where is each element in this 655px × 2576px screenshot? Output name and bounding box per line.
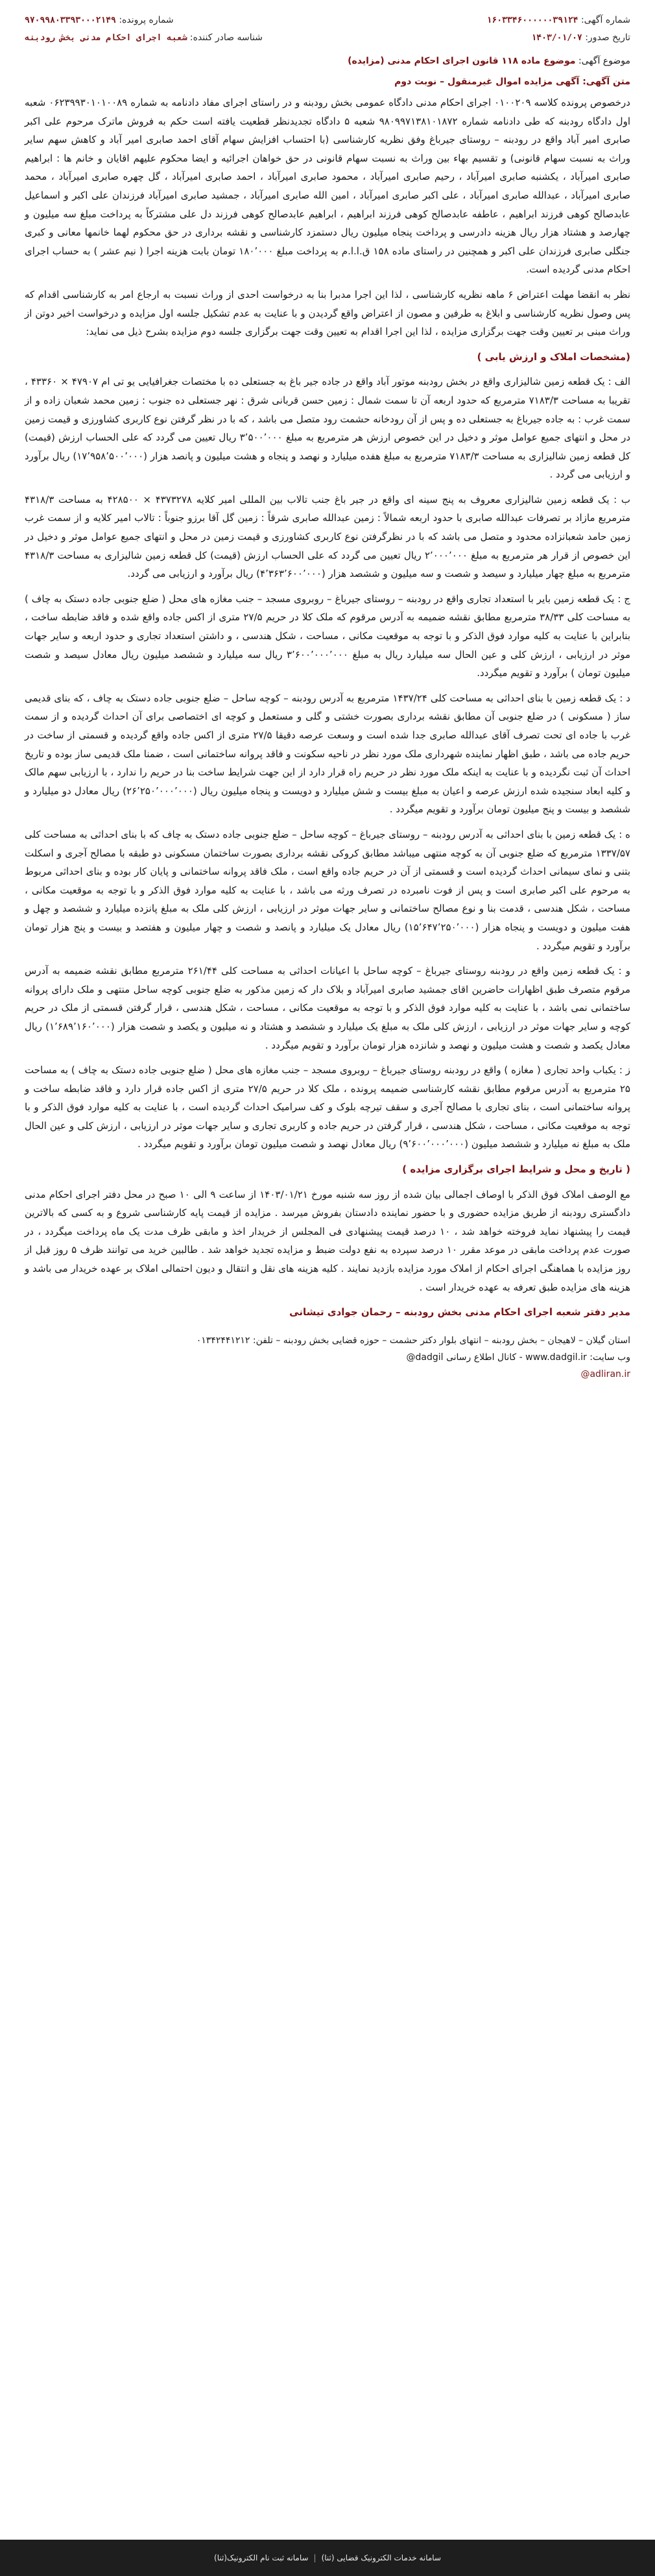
property-alef: الف : یک قطعه زمین شالیزاری واقع در بخش رودبنه موتور آباد واقع در جاده جیر باغ به جستعلی ده با مختصات جغرافیایی یو تی ام ۴۷۹۰۷ × ۴۳۳۶۰ ، تقریبا به مساحت ۷۱۸۳/۳ مترمربع که حدود اربعه آن تا سمت شمال : زمین حسن قربانی شرق : نهر جستعلی ده جنوب : زمین محمد شعبان زاده و از سمت غرب : به جاده جیرباغ به جستعلی ده و پس از آن رودخانه حشمت رود متصل می باشد ، که با در نظر گرفتن نوع کاربری کشاورزی و قیمت زمین در محل و انتهای جمیع عوامل موثر و دخیل در این خصوص ارزش هر مترمربع به مبلغ ۳٬۵۰۰٬۰۰۰ ریال تعیین می گردد که علی الحساب ارزش (قیمت) کل قطعه زمین شالیزاری به مساحت ۷۱۸۳/۳ مترمربع به مبلغ هفده میلیارد و نهصد و پنجاه و هشت میلیون و پانصد هزار (۱۷٬۹۵۸٬۵۰۰٬۰۰۰) ریال برآورد و ارزیابی می گردد .: [25, 376, 631, 481]
paragraph-intro: درخصوص پرونده کلاسه ۰۱۰۰۲۰۹ اجرای احکام مدنی دادگاه عمومی بخش رودبنه و در راستای اجرای مفاد دادنامه به شماره ۰۶۲۳۹۹۳۰۱۰۱۰۰۸۹ شعبه اول دادگاه رودبنه که طی دادنامه شماره ۹۸۰۹۹۷۱۳۸۱۰۱۸۷۲ شعبه ۵ دادگاه تجدیدنظر قطعیت یافته است حکم به فروش ماترک مرحوم علی اکبر صابری امیر آباد واقع در رودبنه – روستای جیرباغ وفق نظریه کارشناسی (با احتساب افزایش سهام آقای احمد صابری امیر آباد و کاهش سهم سایر وراث به نسبت سهام قانونی) و تقسیم بهاء بین وراث به نسبت سهام قانونی در حق خواهان اجرائیه و ایضا محکوم علیهم اقایان و خانم ها : ابراهیم صابری امیرآباد ، یکشنبه صابری امیرآباد ، رحیم صابری امیرآباد ، محمود صابری امیرآباد ، احمد صابری امیرآباد ، گل چهره صابری امیرآباد ، محمد صابری امیرآباد ، عبدالله صابری امیرآباد ، علی اکبر صابری امیرآباد ، امین الله صابری امیرآباد ، جمشید صابری امیرآباد فرزندان علی اکبر و اسماعیل عابدصالح کوهی فرزند ابراهیم ، عاطفه عابدصالح کوهی فرزند ابراهیم ، ابراهیم عابدصالح کوهی فرزند دل علی مشترکاً به پرداخت مبلغ سه میلیون و چهارصد و هشتاد هزار ریال هزینه دادرسی و پرداخت پنجاه میلیون ریال دستمزد کارشناسی و نقشه برداری در حق محکوم لهما خانمها معانی و کبری جنگلی صابری فرزندان علی اکبر و همچنین در راستای ماده ۱۵۸ ق.ا.ا.م به پرداخت مبلغ ۱۸۰٬۰۰۰ تومان بابت هزینه اجرا ( نیم عشر ) به حساب اجرای احکام مدنی گردیده است.: [25, 97, 631, 276]
bottom-bar-left: سامانه خدمات الکترونیک قضایی (ثنا): [321, 2553, 441, 2562]
property-jim: ج : یک قطعه زمین بایر با استعداد تجاری واقع در رودبنه – روستای جیرباغ – روبروی مسجد – جنب مغازه های محل ( ضلع جنوبی جاده دستک به چاف ) به مساحت کلی ۳۸/۳۳ مترمربع مطابق نقشه ضمیمه به آدرس مرقوم که ملک کلا در حریم ۲۷/۵ متری از اکس جاده واقع شده و فاقد ضابطه ساخت ، بنابراین با عنایت به کلیه موارد فوق الذکر و با توجه به موقعیت مکانی ، مساحت ، شکل هندسی ، و داشتن استعداد تجاری و حدود اربعه و سایر جهات موثر در ارزیابی ، ارزش کلی و عین الحال سه میلیارد ریال به مبلغ ۳٬۶۰۰٬۰۰۰٬۰۰۰ ریال سه میلیارد و ششصد میلیون ریال معادل سیصد و شصت میلیون تومان ) برآورد و تقویم میگردد.: [25, 592, 630, 679]
property-vav: و : یک قطعه زمین واقع در رودبنه روستای جیرباغ – کوچه ساحل با اعیانات احداثی به مساحت کلی ۲۶۱/۴۴ مترمربع مطابق نقشه ضمیمه به آدرس مرقوم متصرف طبق اظهارات حاضرین اقای جمشید صابری امیرآباد و بلاک دار که زمین مذکور به ضلع جنوبی کوچه ساحل منتهی و ملک دارای پروانه ساختمانی نمی باشد ، با عنایت به کلیه موارد فوق الذکر و با توجه به موقعیت مکانی ، مساحت ، شکل هندسی ، قرار گرفتن قسمتی از ملک در حریم کوچه و سایر جهات موثر در ارزیابی ، ارزش کلی ملک به مبلغ یک میلیارد و ششصد و هشتاد و نه میلیون و یکصد و شصت هزار (۱٬۶۸۹٬۱۶۰٬۰۰۰) ریال معادل یکصد و شصت و هشت میلیون و نهصد و شانزده هزار تومان برآورد و تقویم میگردد .: [25, 965, 630, 1051]
issuer: شناسه صادر کننده: شعبه اجرای احکام مدنی بخش رودبنه: [25, 32, 263, 43]
subject: موضوع آگهی: موضوع ماده ۱۱۸ قانون اجرای احکام مدنی (مزایده): [348, 56, 630, 66]
body-title: متن آگهی: آگهی مزایده اموال غیرمنقول – نوبت دوم: [394, 77, 630, 87]
paragraph-objection: نظر به انقضا مهلت اعتراض ۶ ماهه نظریه کارشناسی ، لذا این اجرا مدبرا بنا به درخواست احدی از وراث نسبت به ارجاع امر به کارشناسی اقدام که پس وصول نظریه کارشناسی و ابلاغ به طرفین و مصون از اعتراض واقع گردیدن و با عنایت به عدم تشکیل جلسه اول مزایده و درخواست اخیر دوتن از وراث مبنی بر تعیین وقت جهت برگزاری مزایده ، لذا این اجرا اقدام به تعیین وقت جهت برگزاری جلسه دوم مزایده بشرح ذیل می نماید:: [25, 288, 630, 338]
contact-address: استان گیلان – لاهیجان – بخش رودبنه – انتهای بلوار دکتر حشمت – حوزه قضایی بخش رودبنه – تلفن: ۰۱۳۴۲۴۴۱۲۱۲: [196, 1335, 630, 1346]
contact-web: وب سایت: www.dadgil.ir - کانال اطلاع رسانی dadgil@: [406, 1352, 630, 1363]
contact-block: [25, 1332, 630, 1383]
meta-row-2: [25, 29, 630, 47]
auction-terms: مع الوصف املاک فوق الذکر با اوصاف اجمالی بیان شده از روز سه شنبه مورخ ۱۴۰۳/۰۱/۲۱ از ساعت ۹ الی ۱۰ صبح در محل دفتر اجرای احکام مدنی دادگستری رودبنه از طریق مزایده حضوری و با حضور نماینده دادستان بفروش میرسد . مزایده از قیمت پایه کارشناسی شروع و به کسی که بالاترین قیمت را پیشنهاد نماید فروخته خواهد شد ، ۱۰ درصد قیمت پیشنهادی فی المجلس از خریدار اخذ و مابقی ظرف مدت یک ماه پرداخت میگردد ، در صورت عدم پرداخت مابقی در موعد مقرر ۱۰ درصد سپرده به نفع دولت ضبط و مزایده تجدید خواهد شد . طالبین خرید می توانند ظرف ۵ روز قبل از روز مزایده با هماهنگی اجرای احکام از املاک مورد مزایده بازدید نمایند . کلیه هزینه های نقل و انتقال و دیون احتمالی املاک بر عهده خریدار می باشد و هزینه های مزایده طبق تعرفه به عهده خریدار است .: [25, 1188, 630, 1293]
issue-date: تاریخ صدور: ۱۴۰۳/۰۱/۰۷: [531, 32, 630, 43]
letter-number: شماره پرونده: ۹۷۰۹۹۸۰۳۳۹۳۰۰۰۲۱۴۹: [25, 15, 174, 25]
contact-email: adliran.ir@: [580, 1368, 630, 1379]
header-meta: [25, 12, 630, 47]
property-dal: د : یک قطعه زمین با بنای احداثی به مساحت کلی ۱۴۳۷/۲۴ مترمربع به آدرس رودبنه – کوچه ساحل – ضلع جنوبی جاده دستک به چاف ، که بنای قدیمی ساز ( مسکونی ) در ضلع جنوبی آن مطابق نقشه برداری بصورت خشتی و گلی و مستعمل و کوچه ای اختصاصی برای آن احداث گردیده و از سمت غرب با جاده ای تحت تصرف آقای عبدالله صابری جدا شده است و وسعت عرصه دقیقا ۲۷/۵ متری از اکس جاده واقع گردیده و قسمتی از ساخت در حریم جاده می باشد ، طبق اظهار نماینده شهرداری ملک مورد نظر در ناحیه سکونت و فاقد پروانه ساختمانی است ، ضمنا ملک قدیمی ساز بوده و تاریخ احداث آن ثبت نگردیده و با عنایت به اینکه ملک مورد نظر در حریم راه قرار دارد از این جهت شرایط ساخت بنا در حریم را ندارد ، با ارزیابی سهم مالک و کلیه ابعاد سنجیده شده ارزش عرصه و اعیان به مبلغ بیست و شش میلیارد و دویست و پنجاه میلیون ریال (۲۶٬۲۵۰٬۰۰۰٬۰۰۰) ریال معادل دو میلیارد و ششصد و بیست و پنج میلیون تومان برآورد و تقویم میگردد .: [25, 692, 631, 816]
property-he: ه : یک قطعه زمین با بنای احداثی به آدرس رودبنه – روستای جیرباغ – کوچه ساحل – ضلع جنوبی جاده دستک به چاف که با بنای احداثی به مساحت کلی ۱۳۳۷/۵۷ مترمربع که ضلع جنوبی آن به کوچه منتهی میباشد مطابق کروکی نقشه برداری بصورت ساختمان مسکونی دو طبقه با مصالح آجری و اسکلت بتنی و نمای سیمانی احداث گردیده است و قسمتی از آن در حریم جاده واقع است ، ملک فاقد پروانه ساختمانی و پایان کار بوده و بنای احداثی مربوط به مرحوم علی اکبر صابری است و پس از فوت نامبرده در تصرف ورثه می باشد ، با عنایت به کلیه موارد فوق الذکر و با توجه به موقعیت مکانی ، مساحت ، شکل هندسی ، قدمت بنا و نوع مصالح ساختمانی و سایر جهات موثر در ارزیابی ، ارزش کلی ملک به مبلغ پانزده میلیارد و ششصد و چهل و هفت میلیون و دویست و پنجاه هزار (۱۵٬۶۴۷٬۲۵۰٬۰۰۰) ریال معادل یک میلیارد و پانصد و شصت و چهار میلیون و هفتصد و بیست و پنج هزار تومان برآورد و تقویم میگردد .: [25, 828, 630, 952]
section-heading-auction: ( تاریخ و محل و شرایط اجرای برگزاری مزایده ): [402, 1163, 630, 1176]
meta-row-1: [25, 12, 630, 29]
property-be: ب : یک قطعه زمین شالیزاری معروف به پنج سینه ای واقع در جیر باغ جنب تالاب بین المللی امیر کلایه ۴۳۷۳۲۷۸ × ۴۲۸۵۰۰ به مساحت ۴۳۱۸/۳ مترمربع مازاد بر تصرفات عبدالله صابری با حدود اربعه شمالاً : زمین عبدالله صابری شرقاً : زمین گل آقا برزو جنوباً : تالاب امیر کلایه و از سمت غرب زمین حامد شعبانزاده محدود و متصل می باشد که با در نظرگرفتن نوع کاربری کشاورزی و قیمت زمین در محل و انتهای جمیع عوامل موثر و دخیل در این خصوص از قرار هر مترمربع به مبلغ ۲٬۰۰۰٬۰۰۰ ریال تعیین می گردد که علی الحساب ارزش (قیمت) کل قطعه زمین شالیزاری به مساحت ۴۳۱۸/۳ مترمربع به مبلغ چهار میلیارد و سیصد و شصت و سه میلیون و ششصد هزار (۴٬۳۶۳٬۶۰۰٬۰۰۰) ریال برآورد و ارزیابی می گردد.: [25, 493, 630, 580]
bottom-bar-separator: |: [313, 2553, 316, 2562]
bottom-bar: [0, 2540, 655, 2576]
ad-number: شماره آگهی: ۱۶۰۳۳۴۶۰۰۰۰۰۰۳۹۱۲۴: [486, 15, 630, 25]
property-ze: ز : یکباب واحد تجاری ( مغازه ) واقع در رودبنه روستای جیرباغ – روبروی مسجد – جنب مغازه های محل ( ضلع جنوبی جاده دستک به چاف ) به مساحت ۲۵ مترمربع به آدرس مرقوم مطابق نقشه کارشناسی ضمیمه پرونده ، ملک کلا در حریم ۲۷/۵ متری از اکس جاده قرار دارد و فاقد ضابطه ساخت و پروانه ساختمانی است ، بنای تجاری با مصالح آجری و سقف تیرچه بلوک و کف سرامیک احداث گردیده است ، با عنایت به کلیه موارد فوق الذکر و با توجه به موقعیت مکانی ، مساحت ، شکل هندسی ، قرار گرفتن در حریم جاده و کاربری تجاری و سایر جهات موثر در ارزیابی ، ارزش کلی و عین الحال ملک به مبلغ نه میلیارد و ششصد میلیون (۹٬۶۰۰٬۰۰۰٬۰۰۰) ریال معادل نهصد و شصت میلیون تومان برآورد و تقویم میگردد .: [25, 1064, 630, 1150]
bottom-bar-right: سامانه ثبت نام الکترونیک(ثنا): [214, 2553, 309, 2562]
section-heading-properties: (مشخصات املاک و ارزش یابی ): [477, 350, 630, 363]
signature-line: مدیر دفتر شعبه اجرای احکام مدنی بخش رودبنه – رحمان جوادی تیشانی: [289, 1306, 630, 1318]
